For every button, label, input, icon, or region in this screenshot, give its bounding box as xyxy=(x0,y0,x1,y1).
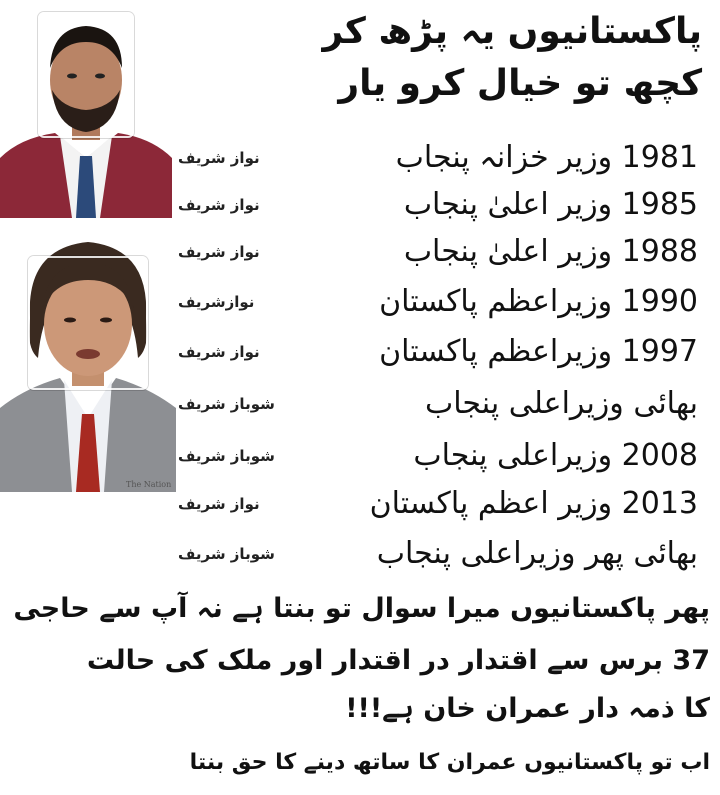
portrait-bottom xyxy=(0,228,176,492)
paragraph-line-1: پھر پاکستانیوں میرا سوال تو بنتا ہے نہ آپ سے حاجی xyxy=(13,593,710,624)
timeline-role-text: وزیر اعلیٰ پنجاب xyxy=(403,187,613,222)
closing-line: اب تو پاکستانیوں عمران کا ساتھ دینے کا حق بنتا xyxy=(189,750,710,775)
timeline-year: 1997 xyxy=(621,334,698,369)
timeline-role-text: وزیراعلی پنجاب xyxy=(413,438,613,473)
paragraph-line-2: 37 برس سے اقتدار در اقتدار اور ملک کی حالت xyxy=(86,645,710,676)
timeline-role xyxy=(404,230,698,274)
timeline-role xyxy=(396,136,698,180)
timeline-role xyxy=(377,532,698,576)
face-detection-box-bottom xyxy=(28,256,148,390)
timeline-role xyxy=(379,330,698,374)
timeline-row xyxy=(178,382,698,428)
timeline-year: 2013 xyxy=(621,486,698,521)
timeline-row xyxy=(178,136,698,182)
timeline-row xyxy=(178,434,698,480)
timeline-role xyxy=(370,482,698,526)
timeline-role-text: بھائی پھر وزیراعلی پنجاب xyxy=(376,536,698,571)
timeline-person: نوازشریف xyxy=(178,293,255,311)
timeline-role xyxy=(413,434,698,478)
photo-credit: The Nation xyxy=(126,480,172,489)
timeline-role-text: وزیراعظم پاکستان xyxy=(379,334,613,369)
timeline-row xyxy=(178,330,698,376)
paragraph-line-3: کا ذمہ دار عمران خان ہے!!! xyxy=(345,693,710,724)
headline-line-2: کچھ تو خیال کرو یار xyxy=(338,63,702,104)
timeline-person: نواز شریف xyxy=(178,149,260,167)
timeline-year: 1985 xyxy=(621,187,698,222)
timeline-person: نواز شریف xyxy=(178,243,260,261)
timeline-role xyxy=(379,280,698,324)
timeline-role xyxy=(425,382,698,426)
timeline-year: 2008 xyxy=(621,438,698,473)
timeline-person: شوباز شریف xyxy=(178,395,275,413)
timeline-role-text: وزیراعظم پاکستان xyxy=(379,284,613,319)
timeline-person: شوباز شریف xyxy=(178,447,275,465)
timeline-person: شوباز شریف xyxy=(178,545,275,563)
timeline-role xyxy=(404,183,698,227)
timeline-role-text: بھائی وزیراعلی پنجاب xyxy=(425,386,698,421)
portrait-top xyxy=(0,8,172,218)
timeline-person: نواز شریف xyxy=(178,196,260,214)
headline-line-1: پاکستانیوں یہ پڑھ کر xyxy=(322,11,702,52)
timeline-year: 1988 xyxy=(621,234,698,269)
timeline-role-text: وزیر خزانہ پنجاب xyxy=(395,140,613,175)
timeline-row xyxy=(178,532,698,578)
timeline-row xyxy=(178,230,698,276)
face-detection-box-top xyxy=(38,12,134,138)
timeline-role-text: وزیر اعظم پاکستان xyxy=(369,486,613,521)
timeline-person: نواز شریف xyxy=(178,343,260,361)
timeline-year: 1990 xyxy=(621,284,698,319)
timeline-year: 1981 xyxy=(621,140,698,175)
timeline-role-text: وزیر اعلیٰ پنجاب xyxy=(403,234,613,269)
timeline-row xyxy=(178,482,698,528)
timeline-person: نواز شریف xyxy=(178,495,260,513)
timeline-row xyxy=(178,280,698,326)
timeline-row xyxy=(178,183,698,229)
